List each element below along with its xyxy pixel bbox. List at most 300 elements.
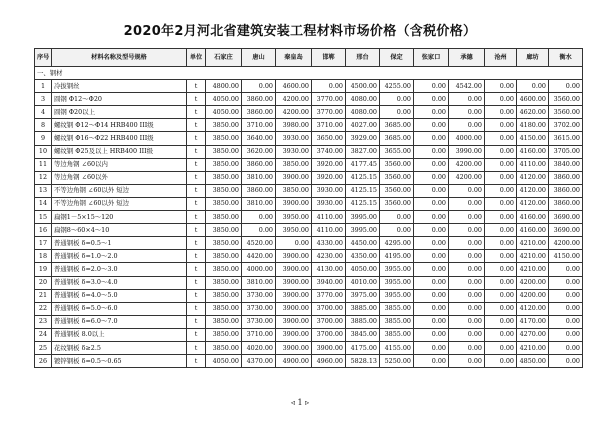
table-row <box>35 171 583 184</box>
price-cell: 3770.00 <box>312 289 346 302</box>
price-cell: 3560.00 <box>549 106 583 119</box>
price-cell: 4180.00 <box>517 119 549 132</box>
price-cell: 3929.00 <box>346 132 380 145</box>
price-cell: 3850.00 <box>206 197 242 210</box>
price-cell: 4350.00 <box>346 250 380 263</box>
column-header: 邯郸 <box>312 49 346 67</box>
price-cell: 0.00 <box>414 237 449 250</box>
price-cell: 4200.00 <box>517 289 549 302</box>
price-cell: 0.00 <box>414 106 449 119</box>
column-header: 序号 <box>35 49 52 67</box>
price-cell: 3810.00 <box>242 197 276 210</box>
price-cell: 3710.00 <box>312 119 346 132</box>
material-name: 镀锌钢板 δ=0.5～0.65 <box>52 355 187 368</box>
price-cell: 0.00 <box>485 132 517 145</box>
price-cell: 0.00 <box>549 315 583 328</box>
row-number: 3 <box>35 93 52 106</box>
unit-cell: t <box>187 171 206 184</box>
material-name: 扁钢1－5×15～120 <box>52 211 187 224</box>
table-row <box>35 302 583 315</box>
column-header: 衡水 <box>549 49 583 67</box>
price-cell: 3930.00 <box>312 197 346 210</box>
price-cell: 3685.00 <box>380 119 414 132</box>
price-cell: 3955.00 <box>380 263 414 276</box>
price-cell: 3900.00 <box>276 171 312 184</box>
price-cell: 4150.00 <box>549 250 583 263</box>
price-cell: 3700.00 <box>312 302 346 315</box>
price-cell: 3560.00 <box>380 184 414 197</box>
column-header: 张家口 <box>414 49 449 67</box>
table-row <box>35 315 583 328</box>
price-cell: 4420.00 <box>242 250 276 263</box>
price-cell: 0.00 <box>414 328 449 341</box>
price-cell: 4080.00 <box>346 93 380 106</box>
price-cell: 3850.00 <box>206 263 242 276</box>
price-cell: 4027.00 <box>346 119 380 132</box>
price-cell: 0.00 <box>414 80 449 93</box>
price-cell: 3860.00 <box>242 158 276 171</box>
material-name: 螺纹钢 Φ12～Φ14 HRB400 III级 <box>52 119 187 132</box>
price-cell: 0.00 <box>485 184 517 197</box>
price-cell: 0.00 <box>414 263 449 276</box>
price-cell: 3850.00 <box>206 328 242 341</box>
table-row <box>35 211 583 224</box>
price-cell: 3995.00 <box>346 224 380 237</box>
price-cell: 3955.00 <box>380 276 414 289</box>
price-cell: 3900.00 <box>276 302 312 315</box>
row-number: 4 <box>35 106 52 119</box>
price-cell: 0.00 <box>414 276 449 289</box>
price-cell: 3560.00 <box>549 93 583 106</box>
price-cell: 0.00 <box>485 250 517 263</box>
price-cell: 3615.00 <box>549 132 583 145</box>
row-number: 26 <box>35 355 52 368</box>
price-cell: 0.00 <box>485 328 517 341</box>
price-cell: 0.00 <box>380 224 414 237</box>
material-name: 螺纹钢 Φ16～Φ22 HRB400 III级 <box>52 132 187 145</box>
price-cell: 0.00 <box>449 355 485 368</box>
table-body <box>35 67 583 368</box>
unit-cell: t <box>187 119 206 132</box>
material-name: 普通钢板 δ=2.0～3.0 <box>52 263 187 276</box>
price-cell: 4620.00 <box>517 106 549 119</box>
price-cell: 4125.15 <box>346 171 380 184</box>
price-cell: 0.00 <box>485 315 517 328</box>
row-number: 24 <box>35 328 52 341</box>
price-cell: 5250.00 <box>380 355 414 368</box>
price-cell: 3690.00 <box>549 211 583 224</box>
price-cell: 4020.00 <box>242 341 276 354</box>
table-row <box>35 145 583 158</box>
price-cell: 4120.00 <box>517 171 549 184</box>
price-cell: 0.00 <box>485 119 517 132</box>
price-cell: 0.00 <box>414 119 449 132</box>
price-cell: 4050.00 <box>346 263 380 276</box>
price-cell: 4370.00 <box>242 355 276 368</box>
price-cell: 4210.00 <box>517 341 549 354</box>
price-cell: 0.00 <box>485 80 517 93</box>
price-cell: 0.00 <box>485 93 517 106</box>
table-row <box>35 93 583 106</box>
header-row <box>35 49 583 67</box>
price-cell: 4520.00 <box>242 237 276 250</box>
price-cell: 3850.00 <box>206 250 242 263</box>
price-cell: 0.00 <box>449 250 485 263</box>
price-cell: 3810.00 <box>242 276 276 289</box>
price-cell: 0.00 <box>517 80 549 93</box>
price-cell: 3860.00 <box>242 93 276 106</box>
price-cell: 0.00 <box>414 302 449 315</box>
unit-cell: t <box>187 237 206 250</box>
price-cell: 4200.00 <box>517 276 549 289</box>
price-cell: 3730.00 <box>242 289 276 302</box>
price-cell: 0.00 <box>485 341 517 354</box>
material-name: 冷拔钢丝 <box>52 80 187 93</box>
table-row <box>35 237 583 250</box>
price-cell: 3850.00 <box>276 158 312 171</box>
price-cell: 4960.00 <box>312 355 346 368</box>
table-row <box>35 184 583 197</box>
price-cell: 3845.00 <box>346 328 380 341</box>
price-cell: 4000.00 <box>242 263 276 276</box>
price-cell: 3930.00 <box>276 132 312 145</box>
price-cell: 3995.00 <box>346 211 380 224</box>
price-cell: 3990.00 <box>449 145 485 158</box>
price-table <box>34 48 583 368</box>
row-number: 9 <box>35 132 52 145</box>
price-cell: 0.00 <box>485 289 517 302</box>
table-row <box>35 197 583 210</box>
price-cell: 3850.00 <box>206 237 242 250</box>
price-cell: 0.00 <box>414 315 449 328</box>
price-cell: 3685.00 <box>380 132 414 145</box>
price-cell: 0.00 <box>242 211 276 224</box>
price-cell: 0.00 <box>414 197 449 210</box>
price-cell: 3900.00 <box>276 328 312 341</box>
table-row <box>35 263 583 276</box>
row-number: 11 <box>35 158 52 171</box>
price-cell: 3850.00 <box>206 171 242 184</box>
price-cell: 0.00 <box>312 80 346 93</box>
unit-cell: t <box>187 276 206 289</box>
price-cell: 4110.00 <box>517 158 549 171</box>
unit-cell: t <box>187 197 206 210</box>
material-name: 普通钢板 8.0以上 <box>52 328 187 341</box>
price-cell: 3850.00 <box>206 289 242 302</box>
price-cell: 0.00 <box>449 289 485 302</box>
price-cell: 4210.00 <box>517 250 549 263</box>
price-cell: 3900.00 <box>276 276 312 289</box>
price-cell: 4330.00 <box>312 237 346 250</box>
material-name: 不等边角钢 ∠60以外 短边 <box>52 184 187 197</box>
price-cell: 4125.15 <box>346 197 380 210</box>
price-cell: 0.00 <box>449 106 485 119</box>
price-cell: 4230.00 <box>312 250 346 263</box>
price-cell: 0.00 <box>449 341 485 354</box>
material-name: 普通钢板 δ=0.5～1 <box>52 237 187 250</box>
price-cell: 0.00 <box>485 106 517 119</box>
unit-cell: t <box>187 302 206 315</box>
price-cell: 3650.00 <box>312 132 346 145</box>
price-cell: 0.00 <box>549 302 583 315</box>
price-cell: 3850.00 <box>206 158 242 171</box>
price-cell: 0.00 <box>380 106 414 119</box>
price-cell: 0.00 <box>485 197 517 210</box>
row-number: 19 <box>35 263 52 276</box>
table-row <box>35 80 583 93</box>
table-row <box>35 158 583 171</box>
price-cell: 0.00 <box>485 263 517 276</box>
price-cell: 4900.00 <box>276 355 312 368</box>
price-cell: 3730.00 <box>242 302 276 315</box>
price-cell: 0.00 <box>485 276 517 289</box>
price-cell: 0.00 <box>549 328 583 341</box>
price-cell: 3850.00 <box>206 119 242 132</box>
price-cell: 4170.00 <box>517 315 549 328</box>
price-cell: 4200.00 <box>549 237 583 250</box>
price-cell: 0.00 <box>549 355 583 368</box>
unit-cell: t <box>187 328 206 341</box>
price-cell: 0.00 <box>449 197 485 210</box>
price-cell: 4210.00 <box>517 237 549 250</box>
price-cell: 4110.00 <box>312 211 346 224</box>
price-cell: 4160.00 <box>517 211 549 224</box>
price-cell: 0.00 <box>414 211 449 224</box>
price-cell: 0.00 <box>485 211 517 224</box>
price-cell: 0.00 <box>485 145 517 158</box>
material-name: 花纹钢板 δ≥2.5 <box>52 341 187 354</box>
unit-cell: t <box>187 263 206 276</box>
price-cell: 4600.00 <box>517 93 549 106</box>
price-cell: 0.00 <box>485 237 517 250</box>
table-row <box>35 341 583 354</box>
table-row <box>35 224 583 237</box>
price-cell: 4160.00 <box>517 145 549 158</box>
price-cell: 0.00 <box>380 93 414 106</box>
unit-cell: t <box>187 341 206 354</box>
price-cell: 3900.00 <box>276 289 312 302</box>
price-cell: 3920.00 <box>312 158 346 171</box>
row-number: 12 <box>35 171 52 184</box>
price-cell: 0.00 <box>276 237 312 250</box>
material-name: 普通钢板 δ=3.0～4.0 <box>52 276 187 289</box>
price-cell: 3975.00 <box>346 289 380 302</box>
material-name: 螺纹钢 Φ25及以上 HRB400 III级 <box>52 145 187 158</box>
unit-cell: t <box>187 224 206 237</box>
price-cell: 4200.00 <box>449 158 485 171</box>
table-row <box>35 250 583 263</box>
price-cell: 0.00 <box>485 224 517 237</box>
price-cell: 3827.00 <box>346 145 380 158</box>
table-row <box>35 106 583 119</box>
price-cell: 0.00 <box>414 250 449 263</box>
price-cell: 0.00 <box>449 315 485 328</box>
material-name: 普通钢板 δ=4.0～5.0 <box>52 289 187 302</box>
price-cell: 0.00 <box>485 355 517 368</box>
price-cell: 0.00 <box>549 341 583 354</box>
price-cell: 3850.00 <box>206 341 242 354</box>
row-number: 16 <box>35 224 52 237</box>
price-cell: 0.00 <box>485 302 517 315</box>
material-name: 圆钢 Φ20以上 <box>52 106 187 119</box>
price-cell: 4800.00 <box>206 80 242 93</box>
price-cell: 3850.00 <box>276 184 312 197</box>
price-cell: 4177.45 <box>346 158 380 171</box>
row-number: 23 <box>35 315 52 328</box>
price-cell: 0.00 <box>449 263 485 276</box>
price-cell: 0.00 <box>549 289 583 302</box>
price-cell: 3850.00 <box>206 145 242 158</box>
price-cell: 3900.00 <box>312 341 346 354</box>
price-cell: 0.00 <box>414 184 449 197</box>
price-cell: 3860.00 <box>549 197 583 210</box>
price-cell: 4120.00 <box>517 197 549 210</box>
price-cell: 3810.00 <box>242 171 276 184</box>
column-header: 廊坊 <box>517 49 549 67</box>
unit-cell: t <box>187 211 206 224</box>
price-cell: 4450.00 <box>346 237 380 250</box>
page-title: 2020年2月河北省建筑安装工程材料市场价格（含税价格） <box>123 24 477 39</box>
page-number: ◃ 1 ▹ <box>290 398 310 407</box>
price-cell: 3620.00 <box>242 145 276 158</box>
price-cell: 0.00 <box>414 341 449 354</box>
price-cell: 0.00 <box>242 224 276 237</box>
price-cell: 3740.00 <box>312 145 346 158</box>
section-label: 一、钢材 <box>35 67 583 80</box>
unit-cell: t <box>187 106 206 119</box>
table-row <box>35 276 583 289</box>
column-header: 承德 <box>449 49 485 67</box>
price-cell: 4110.00 <box>312 224 346 237</box>
price-cell: 3770.00 <box>312 106 346 119</box>
price-cell: 3850.00 <box>206 224 242 237</box>
price-cell: 0.00 <box>380 211 414 224</box>
table-row <box>35 119 583 132</box>
price-cell: 5828.13 <box>346 355 380 368</box>
price-cell: 0.00 <box>414 355 449 368</box>
price-cell: 4160.00 <box>517 224 549 237</box>
unit-cell: t <box>187 315 206 328</box>
section-row <box>35 67 583 80</box>
price-cell: 3770.00 <box>312 93 346 106</box>
price-cell: 3940.00 <box>312 276 346 289</box>
material-name: 普通钢板 δ=6.0～7.0 <box>52 315 187 328</box>
price-cell: 3950.00 <box>276 224 312 237</box>
column-header: 邢台 <box>346 49 380 67</box>
price-cell: 3850.00 <box>206 315 242 328</box>
column-header: 唐山 <box>242 49 276 67</box>
price-cell: 3900.00 <box>276 341 312 354</box>
price-cell: 3860.00 <box>242 184 276 197</box>
row-number: 14 <box>35 197 52 210</box>
price-cell: 4255.00 <box>380 80 414 93</box>
price-cell: 4200.00 <box>449 171 485 184</box>
price-cell: 0.00 <box>449 93 485 106</box>
price-cell: 4850.00 <box>517 355 549 368</box>
price-cell: 4270.00 <box>517 328 549 341</box>
price-cell: 3655.00 <box>380 145 414 158</box>
price-cell: 0.00 <box>485 171 517 184</box>
column-header: 单位 <box>187 49 206 67</box>
price-cell: 4050.00 <box>206 106 242 119</box>
price-cell: 3955.00 <box>380 289 414 302</box>
price-cell: 0.00 <box>485 158 517 171</box>
price-cell: 3850.00 <box>206 302 242 315</box>
row-number: 22 <box>35 302 52 315</box>
price-cell: 0.00 <box>449 328 485 341</box>
table-row <box>35 132 583 145</box>
row-number: 1 <box>35 80 52 93</box>
price-cell: 3980.00 <box>276 119 312 132</box>
price-cell: 4010.00 <box>346 276 380 289</box>
price-cell: 0.00 <box>549 276 583 289</box>
price-cell: 4542.00 <box>449 80 485 93</box>
price-cell: 3730.00 <box>242 315 276 328</box>
price-cell: 3850.00 <box>206 132 242 145</box>
price-cell: 3700.00 <box>312 328 346 341</box>
material-name: 扁钢8～60×4～10 <box>52 224 187 237</box>
row-number: 15 <box>35 211 52 224</box>
price-cell: 3930.00 <box>312 184 346 197</box>
unit-cell: t <box>187 80 206 93</box>
unit-cell: t <box>187 145 206 158</box>
price-cell: 3860.00 <box>242 106 276 119</box>
price-cell: 3885.00 <box>346 302 380 315</box>
price-cell: 4175.00 <box>346 341 380 354</box>
price-cell: 4080.00 <box>346 106 380 119</box>
price-cell: 0.00 <box>449 237 485 250</box>
price-cell: 3850.00 <box>206 184 242 197</box>
material-name: 等边角钢 ∠60以内 <box>52 158 187 171</box>
price-cell: 4130.00 <box>312 263 346 276</box>
table-row <box>35 355 583 368</box>
price-cell: 0.00 <box>414 171 449 184</box>
material-name: 普通钢板 δ=5.0～6.0 <box>52 302 187 315</box>
price-cell: 3855.00 <box>380 302 414 315</box>
row-number: 25 <box>35 341 52 354</box>
price-cell: 4050.00 <box>206 93 242 106</box>
price-cell: 0.00 <box>449 184 485 197</box>
price-cell: 4155.00 <box>380 341 414 354</box>
unit-cell: t <box>187 132 206 145</box>
price-cell: 4295.00 <box>380 237 414 250</box>
price-cell: 3850.00 <box>206 211 242 224</box>
price-cell: 3920.00 <box>312 171 346 184</box>
row-number: 20 <box>35 276 52 289</box>
price-cell: 3900.00 <box>276 250 312 263</box>
row-number: 13 <box>35 184 52 197</box>
column-header: 石家庄 <box>206 49 242 67</box>
price-cell: 4195.00 <box>380 250 414 263</box>
price-cell: 4120.00 <box>517 184 549 197</box>
price-cell: 4150.00 <box>517 132 549 145</box>
price-cell: 0.00 <box>449 224 485 237</box>
unit-cell: t <box>187 158 206 171</box>
price-cell: 3560.00 <box>380 158 414 171</box>
price-cell: 0.00 <box>414 158 449 171</box>
column-header: 秦皇岛 <box>276 49 312 67</box>
price-cell: 0.00 <box>449 119 485 132</box>
unit-cell: t <box>187 250 206 263</box>
price-cell: 4120.00 <box>517 302 549 315</box>
row-number: 18 <box>35 250 52 263</box>
column-header: 沧州 <box>485 49 517 67</box>
price-cell: 0.00 <box>414 289 449 302</box>
price-cell: 4500.00 <box>346 80 380 93</box>
price-cell: 3950.00 <box>276 211 312 224</box>
price-cell: 4000.00 <box>449 132 485 145</box>
material-name: 等边角钢 ∠60以外 <box>52 171 187 184</box>
